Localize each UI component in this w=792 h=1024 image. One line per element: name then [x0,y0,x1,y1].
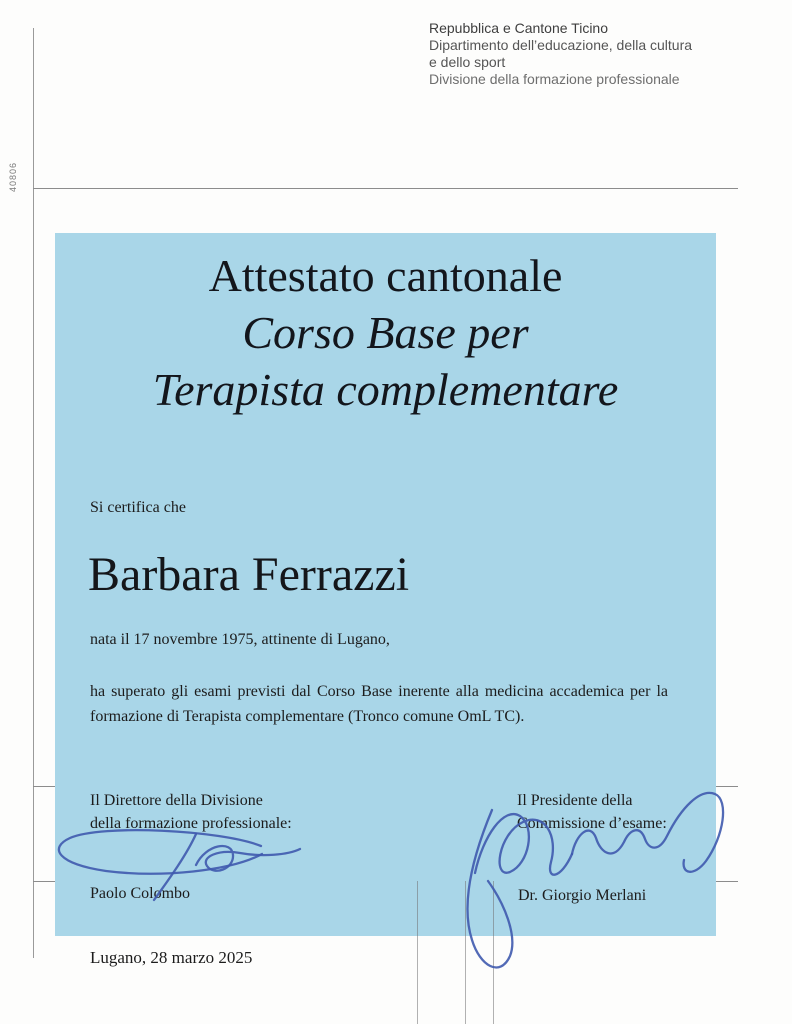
certificate-title-block [55,247,716,418]
birth-line: nata il 17 novembre 1975, attinente di Lugano, [90,631,390,648]
certificate-body-paragraph: ha superato gli esami previsti dal Corso Base inerente alla medicina accademica per la formazione di Terapista complementare (Tronco comune OmL TC). [90,683,668,725]
right-signatory-role-line2: Commissione d’esame: [517,815,667,832]
signature-paolo-colombo [46,824,318,904]
letterhead-line-sport: e dello sport [429,54,506,70]
left-signatory-role-line2: della formazione professionale: [90,815,292,832]
certificate-subtitle-course: Corso Base per [242,307,529,358]
letterhead-line-division: Divisione della formazione professionale [429,71,680,87]
letterhead-line-department: Dipartimento dell’educazione, della cultura [429,37,693,53]
certificate-subtitle-profession: Terapista complementare [152,364,619,415]
left-signatory-name: Paolo Colombo [90,885,191,902]
recipient-name: Barbara Ferrazzi [88,548,410,601]
top-horizontal-rule [33,188,738,189]
margin-reference-number: 40806 [8,161,18,192]
left-margin-rule [33,28,34,958]
letterhead [429,20,769,88]
place-and-date: Lugano, 28 marzo 2025 [90,948,253,967]
certify-label: Si certifica che [90,499,186,516]
certificate-title: Attestato cantonale [208,250,563,301]
right-signatory-role-line1: Il Presidente della [517,792,633,809]
left-signatory-role-line1: Il Direttore della Divisione [90,792,263,809]
signature-giorgio-merlani [430,778,760,983]
right-signatory-name: Dr. Giorgio Merlani [518,887,647,904]
letterhead-line-republic: Repubblica e Cantone Ticino [429,20,609,36]
fold-line [417,881,418,1024]
